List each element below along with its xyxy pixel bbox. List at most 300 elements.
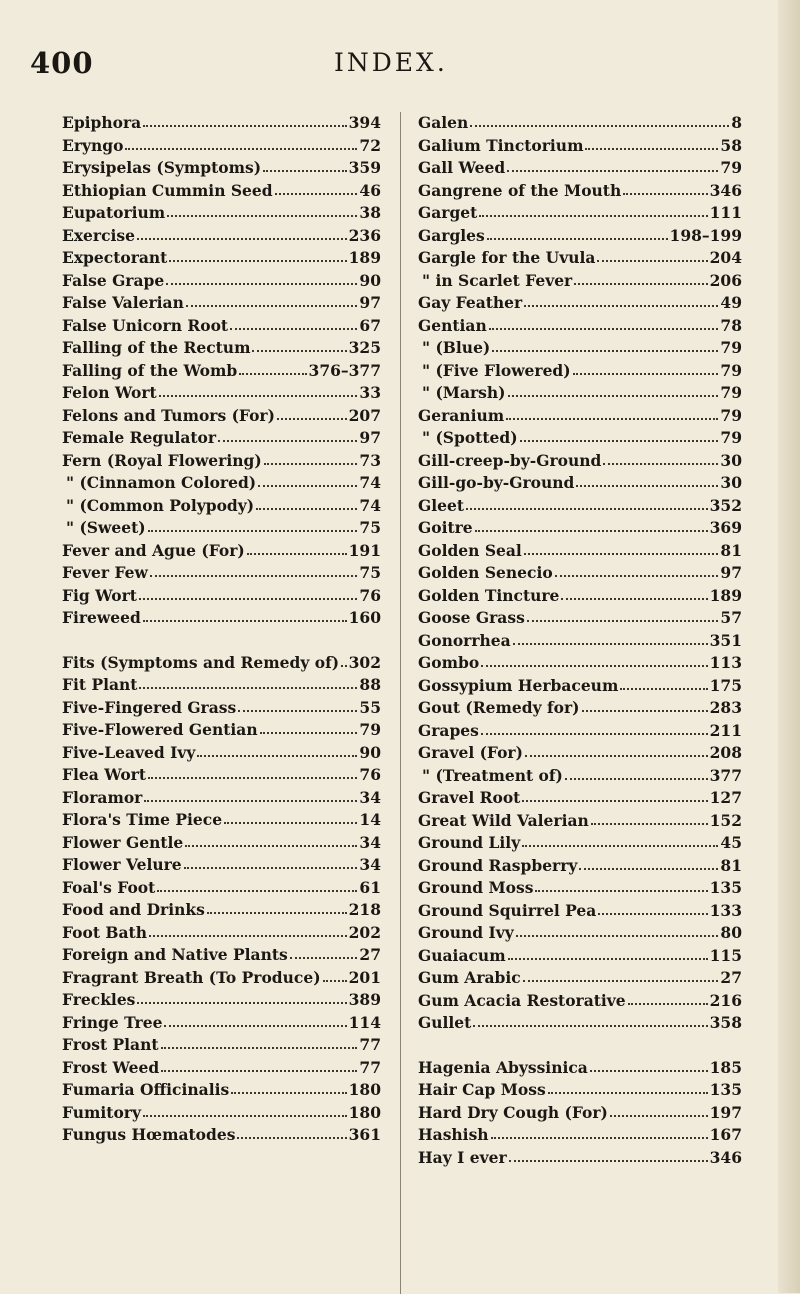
index-entry	[62, 112, 381, 135]
index-entry	[62, 337, 381, 360]
index-entry	[62, 450, 381, 473]
index-entry	[418, 990, 742, 1013]
index-term: Golden Tincture	[418, 585, 560, 605]
page-reference: 76	[359, 765, 381, 784]
index-entry	[62, 585, 381, 608]
index-entry	[62, 292, 381, 315]
dot-leader	[144, 800, 357, 802]
page-reference: 67	[359, 315, 381, 335]
index-entry	[418, 675, 742, 698]
index-entry	[418, 810, 742, 833]
page-reference: 34	[359, 832, 381, 852]
index-entry	[62, 922, 381, 945]
index-term: Fungus Hœmatodes	[62, 1125, 236, 1144]
page-reference: 34	[359, 855, 381, 874]
index-term: Gossypium Herbaceum	[418, 675, 619, 695]
index-term: Golden Seal	[418, 540, 522, 560]
index-term: Felons and Tumors (For)	[62, 405, 275, 425]
page-reference: 369	[709, 518, 742, 537]
index-term: Hashish	[418, 1125, 489, 1144]
index-entry	[418, 405, 742, 428]
index-term: Ground Raspberry	[418, 855, 578, 875]
index-entry	[62, 854, 381, 877]
index-term: Freckles	[62, 990, 136, 1009]
page-reference: 389	[348, 990, 381, 1009]
page-reference: 197	[709, 1102, 742, 1122]
dot-leader	[489, 328, 719, 330]
page-reference: 74	[359, 473, 381, 492]
page-reference: 359	[348, 158, 381, 177]
index-entry	[418, 495, 742, 518]
dot-leader	[238, 710, 357, 712]
index-term: Galen	[418, 113, 469, 132]
dot-leader	[603, 463, 718, 465]
index-term: Gombo	[418, 653, 480, 672]
index-term: Gill-creep-by-Ground	[418, 450, 602, 470]
index-term: Fumitory	[62, 1102, 141, 1122]
page-reference: 8	[731, 113, 742, 132]
index-term: " (Spotted)	[422, 428, 518, 447]
dot-leader	[597, 260, 707, 262]
page-reference: 61	[359, 877, 381, 897]
page-reference: 111	[709, 203, 742, 222]
page-reference: 283	[709, 698, 742, 717]
index-term: Fits (Symptoms and Remedy of)	[62, 652, 340, 672]
index-term: Flower Gentle	[62, 832, 184, 852]
page-reference: 49	[720, 293, 742, 312]
dot-leader	[157, 890, 357, 892]
page-reference: 394	[348, 113, 381, 132]
dot-leader	[523, 980, 719, 982]
index-term: Gill-go-by-Ground	[418, 473, 575, 492]
page-reference: 135	[709, 1080, 742, 1099]
index-entry	[62, 899, 381, 922]
dot-leader	[166, 283, 357, 285]
dot-leader	[143, 620, 347, 622]
page-reference: 376–377	[308, 360, 381, 380]
index-entry	[62, 405, 381, 428]
dot-leader	[275, 193, 358, 195]
index-term: Fragrant Breath (To Produce)	[62, 967, 321, 987]
page-reference: 46	[359, 180, 381, 200]
dot-leader	[525, 755, 708, 757]
page-reference: 77	[359, 1035, 381, 1054]
page-reference: 14	[359, 810, 381, 829]
index-entry	[418, 697, 742, 720]
index-term: Eryngo	[62, 135, 124, 155]
index-term: Gangrene of the Mouth	[418, 180, 622, 200]
dot-leader	[492, 350, 718, 352]
page-reference: 34	[359, 787, 381, 807]
dot-leader	[247, 553, 347, 555]
page-reference: 58	[720, 135, 742, 155]
index-entry	[418, 945, 742, 968]
dot-leader	[610, 1115, 708, 1117]
dot-leader	[258, 485, 357, 487]
index-term: Gargles	[418, 225, 485, 245]
index-term: Gall Weed	[418, 158, 506, 177]
index-term: Fever and Ague (For)	[62, 540, 245, 560]
index-term: Food and Drinks	[62, 900, 205, 919]
index-entry	[418, 1012, 742, 1035]
page-reference: 206	[709, 270, 742, 290]
index-term: Fig Wort	[62, 585, 137, 605]
page-reference: 76	[359, 585, 381, 605]
index-entry	[418, 157, 742, 180]
index-entry	[418, 427, 742, 450]
index-term: " (Common Polypody)	[66, 495, 255, 515]
page-reference: 180	[348, 1102, 381, 1122]
page-reference: 97	[359, 428, 381, 447]
index-entry	[418, 787, 742, 810]
index-entry	[62, 1079, 381, 1102]
page-reference: 79	[720, 338, 742, 357]
index-term: Gentian	[418, 315, 487, 335]
page-reference: 90	[359, 270, 381, 290]
index-term: Erysipelas (Symptoms)	[62, 158, 262, 177]
column-divider	[400, 112, 401, 1294]
dot-leader	[161, 1047, 358, 1049]
index-entry	[62, 360, 381, 383]
page-reference: 202	[348, 922, 381, 942]
index-entry	[418, 607, 742, 630]
index-entry	[62, 1057, 381, 1080]
index-entry	[62, 382, 381, 405]
index-entry	[418, 450, 742, 473]
index-entry	[418, 1057, 742, 1080]
dot-leader	[184, 867, 358, 869]
dot-leader	[487, 238, 668, 240]
index-entry	[62, 697, 381, 720]
index-term: Galium Tinctorium	[418, 135, 584, 155]
index-term: Hard Dry Cough (For)	[418, 1102, 608, 1122]
index-entry	[418, 315, 742, 338]
index-term: Ground Squirrel Pea	[418, 900, 597, 920]
index-term: Gravel Root	[418, 788, 521, 807]
index-term: Foreign and Native Plants	[62, 945, 288, 964]
index-term: Falling of the Womb	[62, 360, 238, 380]
page-reference: 73	[359, 450, 381, 470]
dot-leader	[561, 598, 707, 600]
dot-leader	[148, 777, 357, 779]
index-entry	[62, 157, 381, 180]
index-entry	[418, 202, 742, 225]
page-reference: 218	[348, 900, 381, 919]
page-reference: 358	[709, 1013, 742, 1032]
dot-leader	[256, 508, 357, 510]
index-entry	[62, 1124, 381, 1147]
index-entry	[62, 562, 381, 585]
dot-leader	[509, 1160, 708, 1162]
index-term: Five-Leaved Ivy	[62, 742, 196, 762]
dot-leader	[579, 868, 718, 870]
dot-leader	[137, 1002, 346, 1004]
dot-leader	[230, 328, 357, 330]
right-entry-group-g	[418, 112, 742, 1035]
index-entry	[418, 742, 742, 765]
dot-leader	[137, 238, 347, 240]
index-entry	[62, 1034, 381, 1057]
index-term: Gleet	[418, 495, 465, 515]
dot-leader	[159, 395, 358, 397]
index-term: Flea Wort	[62, 765, 147, 784]
page-reference: 189	[348, 248, 381, 267]
index-entry	[62, 135, 381, 158]
dot-leader	[277, 418, 347, 420]
page-reference: 79	[359, 720, 381, 739]
page-reference: 160	[348, 608, 381, 627]
index-term: Ground Lily	[418, 833, 521, 852]
index-entry	[418, 765, 742, 788]
index-entry	[418, 855, 742, 878]
index-entry	[418, 517, 742, 540]
index-term: Fireweed	[62, 608, 141, 627]
dot-leader	[576, 485, 718, 487]
index-term: False Unicorn Root	[62, 315, 229, 335]
index-term: Five-Flowered Gentian	[62, 720, 258, 739]
page-reference: 167	[709, 1125, 742, 1144]
page-reference: 45	[720, 833, 742, 852]
page-reference: 81	[720, 855, 742, 875]
page-reference: 133	[709, 900, 742, 920]
page-number: 400	[30, 46, 94, 80]
page-reference: 113	[709, 653, 742, 672]
index-entry	[62, 270, 381, 293]
index-entry	[418, 180, 742, 203]
page-reference: 72	[359, 135, 381, 155]
page-reference: 79	[720, 383, 742, 402]
page-reference: 30	[720, 450, 742, 470]
index-term: Fever Few	[62, 563, 148, 582]
index-term: Fringe Tree	[62, 1012, 163, 1032]
dot-leader	[239, 373, 306, 375]
page-reference: 361	[348, 1125, 381, 1144]
index-entry	[418, 540, 742, 563]
dot-leader	[161, 1070, 357, 1072]
page-reference: 377	[709, 765, 742, 785]
dot-leader	[466, 508, 708, 510]
index-term: Expectorant	[62, 248, 168, 267]
index-entry	[62, 607, 381, 630]
page-reference: 180	[348, 1080, 381, 1099]
index-term: Gum Acacia Restorative	[418, 990, 626, 1010]
page-reference: 152	[709, 810, 742, 830]
page-reference: 38	[359, 203, 381, 222]
index-entry	[62, 1012, 381, 1035]
dot-leader	[148, 530, 358, 532]
index-entry	[418, 562, 742, 585]
page-reference: 346	[709, 1147, 742, 1167]
dot-leader	[513, 643, 708, 645]
index-term: Goose Grass	[418, 608, 525, 627]
index-term: Geranium	[418, 405, 505, 425]
page-reference: 79	[720, 360, 742, 380]
page-reference: 325	[348, 338, 381, 357]
page-reference: 115	[709, 945, 742, 965]
index-entry	[62, 809, 381, 832]
page-reference: 79	[720, 405, 742, 425]
page-reference: 30	[720, 473, 742, 492]
dot-leader	[185, 845, 357, 847]
left-entry-group-e-f	[62, 112, 381, 630]
index-entry	[418, 585, 742, 608]
index-entry	[418, 1102, 742, 1125]
index-term: " (Cinnamon Colored)	[66, 473, 257, 492]
dot-leader	[507, 170, 718, 172]
dot-leader	[323, 980, 347, 982]
dot-leader	[481, 665, 707, 667]
dot-leader	[125, 148, 357, 150]
dot-leader	[169, 260, 346, 262]
running-head: INDEX.	[334, 48, 448, 77]
page-reference: 75	[359, 563, 381, 582]
dot-leader	[522, 845, 718, 847]
index-term: Garget	[418, 203, 478, 222]
page-reference: 90	[359, 742, 381, 762]
index-entry	[62, 674, 381, 697]
dot-leader	[535, 890, 707, 892]
index-term: Guaiacum	[418, 945, 506, 965]
dot-leader	[491, 1137, 708, 1139]
index-entry	[62, 540, 381, 563]
dot-leader	[527, 620, 719, 622]
index-entry	[418, 832, 742, 855]
page-reference: 135	[709, 878, 742, 897]
index-term: Five-Fingered Grass	[62, 697, 237, 717]
index-entry	[62, 315, 381, 338]
index-term: Epiphora	[62, 113, 142, 132]
index-entry	[62, 877, 381, 900]
index-entry	[62, 247, 381, 270]
dot-leader	[475, 530, 708, 532]
index-entry	[62, 180, 381, 203]
page-reference: 204	[709, 248, 742, 267]
dot-leader	[522, 800, 707, 802]
index-term: Gay Feather	[418, 293, 523, 312]
page-edge-shadow	[778, 0, 800, 1293]
dot-leader	[260, 732, 358, 734]
index-entry	[418, 382, 742, 405]
index-term: " (Five Flowered)	[422, 360, 571, 380]
index-term: Gum Arabic	[418, 968, 521, 987]
dot-leader	[139, 598, 357, 600]
right-index-column	[418, 112, 742, 1169]
index-term: Eupatorium	[62, 203, 166, 222]
dot-leader	[139, 687, 357, 689]
index-term: " (Treatment of)	[422, 765, 563, 785]
dot-leader	[585, 148, 718, 150]
page-reference: 189	[709, 585, 742, 605]
dot-leader	[481, 733, 708, 735]
page-reference: 351	[709, 630, 742, 650]
index-entry	[418, 652, 742, 675]
dot-leader	[590, 1070, 708, 1072]
dot-leader	[479, 215, 707, 217]
dot-leader	[224, 822, 357, 824]
page-reference: 216	[709, 990, 742, 1010]
index-term: Hay I ever	[418, 1147, 507, 1167]
index-entry	[62, 944, 381, 967]
page-reference: 78	[720, 315, 742, 335]
index-term: Foal's Foot	[62, 877, 156, 897]
index-term: Fern (Royal Flowering)	[62, 450, 262, 470]
index-entry	[418, 337, 742, 360]
dot-leader	[524, 305, 718, 307]
dot-leader	[143, 1115, 347, 1117]
page-reference: 346	[709, 180, 742, 200]
index-entry	[62, 652, 381, 675]
page-reference: 79	[720, 158, 742, 177]
page-header	[30, 46, 770, 86]
index-term: False Grape	[62, 270, 165, 290]
index-term: Gullet	[418, 1013, 472, 1032]
index-entry	[418, 922, 742, 945]
dot-leader	[516, 935, 719, 937]
index-entry	[418, 292, 742, 315]
page-reference: 207	[348, 405, 381, 425]
dot-leader	[150, 575, 358, 577]
index-entry	[418, 135, 742, 158]
index-term: Gonorrhea	[418, 630, 511, 650]
index-term: Ground Moss	[418, 878, 534, 897]
index-term: " (Marsh)	[422, 383, 506, 402]
page-reference: 211	[709, 720, 742, 740]
index-term: Flora's Time Piece	[62, 810, 223, 829]
dot-leader	[591, 823, 708, 825]
dot-leader	[506, 418, 718, 420]
index-term: Ground Ivy	[418, 923, 514, 942]
index-term: Female Regulator	[62, 428, 217, 447]
index-term: Falling of the Rectum	[62, 338, 251, 357]
index-entry	[62, 832, 381, 855]
index-entry	[418, 225, 742, 248]
page-reference: 88	[359, 675, 381, 694]
index-term: Golden Senecio	[418, 563, 553, 582]
index-term: Felon Wort	[62, 383, 157, 402]
dot-leader	[598, 913, 707, 915]
page-reference: 114	[348, 1012, 381, 1032]
group-spacer	[418, 1035, 742, 1057]
dot-leader	[186, 305, 358, 307]
dot-leader	[623, 193, 707, 195]
index-term: Foot Bath	[62, 922, 147, 942]
index-entry	[418, 1147, 742, 1170]
index-term: Fumaria Officinalis	[62, 1080, 230, 1099]
dot-leader	[473, 1025, 707, 1027]
index-entry	[62, 225, 381, 248]
index-entry	[62, 427, 381, 450]
index-term: Gargle for the Uvula	[418, 248, 596, 267]
dot-leader	[264, 463, 358, 465]
index-entry	[418, 1079, 742, 1102]
dot-leader	[252, 350, 346, 352]
page-reference: 302	[348, 652, 381, 672]
index-term: False Valerian	[62, 293, 184, 312]
page-reference: 27	[720, 968, 742, 987]
dot-leader	[143, 125, 346, 127]
page-reference: 175	[709, 675, 742, 695]
dot-leader	[508, 395, 719, 397]
index-entry	[62, 1102, 381, 1125]
index-term: " (Sweet)	[66, 518, 146, 537]
left-index-column	[62, 112, 381, 1147]
page-reference: 77	[359, 1057, 381, 1077]
index-entry	[418, 720, 742, 743]
dot-leader	[620, 688, 707, 690]
page-reference: 97	[720, 563, 742, 582]
page-reference: 201	[348, 967, 381, 987]
index-term: Frost Plant	[62, 1035, 159, 1054]
